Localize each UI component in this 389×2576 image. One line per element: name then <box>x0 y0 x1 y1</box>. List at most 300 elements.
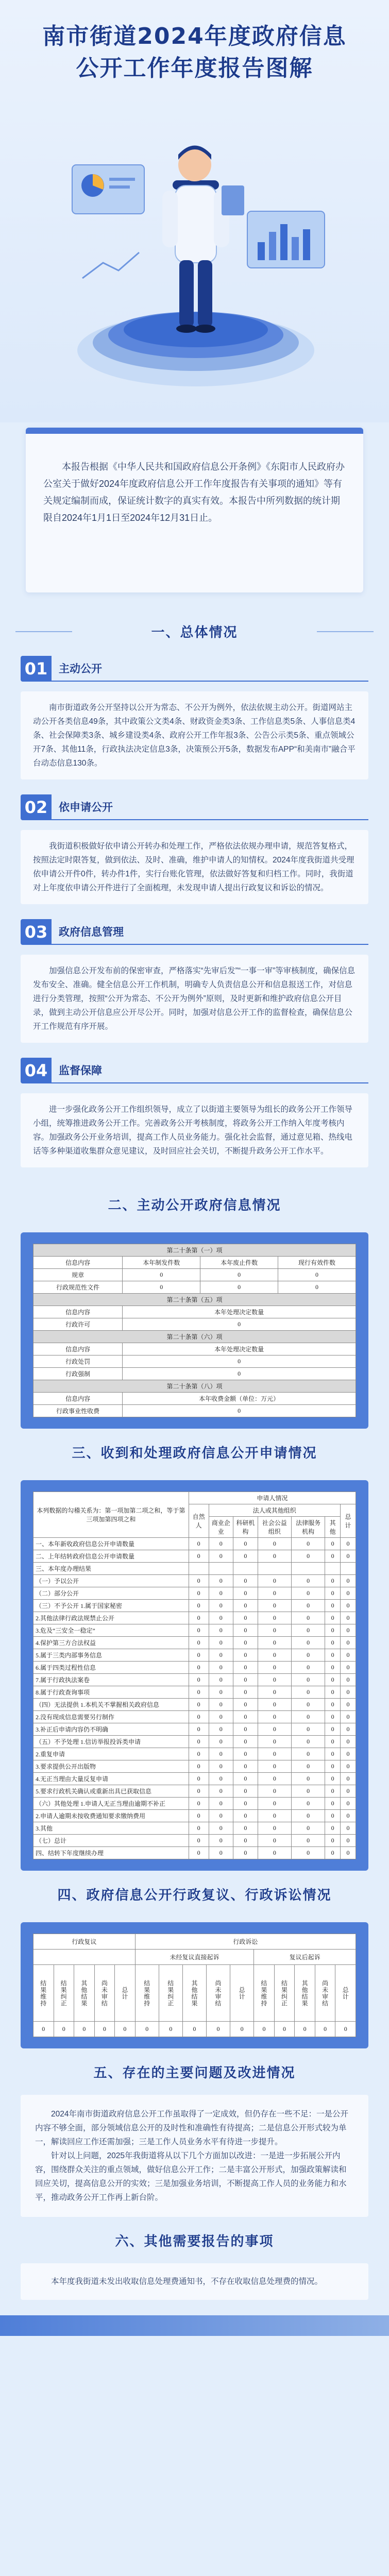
cell: 0 <box>189 1637 209 1649</box>
cell: 0 <box>291 1686 325 1699</box>
requests-table <box>33 1492 356 1859</box>
table-row <box>33 1612 356 1624</box>
cell: 0 <box>189 1736 209 1748</box>
table-row <box>33 1662 356 1674</box>
cell: 0 <box>209 1587 233 1600</box>
row-label: 四、结转下年度继续办理 <box>33 1847 189 1859</box>
row-label: 3.其他 <box>33 1822 189 1835</box>
review-litigation-table <box>33 1934 356 2037</box>
cell: 0 <box>258 1736 291 1748</box>
cell: 0 <box>233 1550 258 1563</box>
table-row <box>33 1686 356 1699</box>
cell: 0 <box>291 1723 325 1736</box>
cell: 0 <box>258 1575 291 1587</box>
col-header: 本年制发件数 <box>123 1257 200 1269</box>
row-label: 6.属于四类过程性信息 <box>33 1662 189 1674</box>
overview-number: 04 <box>21 1058 52 1083</box>
overview-item-request <box>21 793 368 904</box>
table-panel-active <box>21 1232 368 1429</box>
section-title: 四、政府信息公开行政复议、行政诉讼情况 <box>57 1887 332 1903</box>
cell: 0 <box>189 1686 209 1699</box>
table-row <box>33 1538 356 1550</box>
cell: 0 <box>291 1699 325 1711</box>
cell: 0 <box>291 1810 325 1822</box>
cell: 0 <box>233 1538 258 1550</box>
row-label: 二、上年结转政府信息公开申请数量 <box>33 1550 189 1563</box>
cell: 0 <box>291 1600 325 1612</box>
col-header: 未经复议直接起诉 <box>135 1950 254 1965</box>
cell: 0 <box>189 1575 209 1587</box>
overview-item-management <box>21 918 368 1043</box>
row-label: 3.危及“三安全一稳定” <box>33 1624 189 1637</box>
table-row <box>33 1798 356 1810</box>
cell: 0 <box>341 1723 356 1736</box>
table-row <box>33 1563 356 1575</box>
cell: 行政事业性收费 <box>33 1405 123 1417</box>
cell: 0 <box>315 2022 335 2037</box>
table-row <box>33 1773 356 1785</box>
cell: 0 <box>189 1538 209 1550</box>
cell: 0 <box>341 1550 356 1563</box>
cell: 0 <box>233 1798 258 1810</box>
cell: 0 <box>258 1600 291 1612</box>
cell: 0 <box>74 2022 95 2037</box>
cell: 0 <box>233 1674 258 1686</box>
cell: 0 <box>233 1575 258 1587</box>
improvements-paragraph: 针对以上问题，2025年我街道将从以下几个方面加以改进：一是进一步拓展公开内容，围绕群众关注的重点领域，做好信息公开工作；二是丰富公开形式，加强政策解读和回应关切，提高信息公开的实效；三是加强业务培训，不断提高工作人员的业务能力和水平，推动政务公开工作再上新台阶。 <box>35 2151 347 2202</box>
cell: 0 <box>233 1587 258 1600</box>
cell: 0 <box>325 1723 341 1736</box>
overview-item-active <box>21 654 368 779</box>
cell: 0 <box>291 1649 325 1662</box>
cell: 0 <box>233 1773 258 1785</box>
cell: 0 <box>325 1600 341 1612</box>
row-label: （六）其他处理 1.申请人无正当理由逾期不补正 <box>33 1798 189 1810</box>
overview-text: 南市街道政务公开坚持以公开为常态、不公开为例外，依法依规主动公开。街道网站主动公开各类信息49条，其中政策公文类4条、财政资金类3条、工作信息类5条、人事信息类4条、社会保障类3条、城乡建设类4条、政府公开工作年报3条、公告公示类5条、重点领域公开7条、其他11条，行政执法决定信息3条，决策预公开5条，数据发布APP“和美南市”融合平台动态信息130条。 <box>21 691 368 779</box>
cell: 0 <box>258 1785 291 1798</box>
cell: 行政处罚 <box>33 1355 123 1368</box>
title-line-1: 南市街道2024年度政府信息 <box>42 23 347 49</box>
cell: 0 <box>325 1587 341 1600</box>
cell: 0 <box>291 1785 325 1798</box>
cell <box>258 1563 291 1575</box>
cell: 0 <box>325 1575 341 1587</box>
cell: 0 <box>209 1711 233 1723</box>
cell: 0 <box>233 1736 258 1748</box>
cell: 0 <box>335 2022 356 2037</box>
col-header: 结果维持 <box>33 1965 54 2022</box>
table-row <box>33 1637 356 1649</box>
cell <box>189 1563 209 1575</box>
section-heading-review <box>0 1871 389 1917</box>
col-header: 尚未审结 <box>315 1965 335 2022</box>
cell: 0 <box>325 1773 341 1785</box>
section-heading-overview <box>0 608 389 654</box>
col-header: 其他结果 <box>182 1965 206 2022</box>
cell: 0 <box>123 1368 356 1380</box>
cell: 0 <box>189 1822 209 1835</box>
table-panel-requests <box>21 1480 368 1871</box>
cell: 0 <box>189 1587 209 1600</box>
cell: 0 <box>341 1662 356 1674</box>
row-label: （二）部分公开 <box>33 1587 189 1600</box>
cell: 0 <box>233 1711 258 1723</box>
cell: 0 <box>189 1674 209 1686</box>
cell: 0 <box>325 1612 341 1624</box>
section-title: 五、存在的主要问题及改进情况 <box>93 2065 296 2081</box>
row-label: （四）无法提供 1.本机关不掌握相关政府信息 <box>33 1699 189 1711</box>
col-header: 总计 <box>115 1965 136 2022</box>
table-row <box>33 1736 356 1748</box>
cell: 0 <box>325 1835 341 1847</box>
cell: 行政规范性文件 <box>33 1281 123 1294</box>
cell: 0 <box>233 1600 258 1612</box>
cell: 0 <box>341 1847 356 1859</box>
table-row <box>33 1587 356 1600</box>
cell: 0 <box>341 1773 356 1785</box>
block-title: 第二十条第（六）项 <box>33 1331 356 1343</box>
cell: 0 <box>182 2022 206 2037</box>
cell: 0 <box>291 1773 325 1785</box>
cell: 0 <box>189 1835 209 1847</box>
cell: 0 <box>291 1760 325 1773</box>
cell: 0 <box>209 1624 233 1637</box>
overview-number: 03 <box>21 919 52 945</box>
col-header: 本列数据的勾稽关系为：第一项加第二项之和，等于第三项加第四项之和 <box>33 1492 189 1538</box>
cell: 0 <box>206 2022 230 2037</box>
cell: 0 <box>189 1785 209 1798</box>
col-header: 总计 <box>335 1965 356 2022</box>
col-header: 现行有效件数 <box>278 1257 356 1269</box>
cell: 0 <box>341 1711 356 1723</box>
row-label: （三）不予公开 1.属于国家秘密 <box>33 1600 189 1612</box>
col-header: 行政复议 <box>33 1934 136 1950</box>
col-header: 总计 <box>341 1504 356 1538</box>
col-header: 法律服务机构 <box>291 1517 325 1538</box>
block-title: 第二十条第（一）项 <box>33 1244 356 1257</box>
cell: 0 <box>258 1538 291 1550</box>
cell: 0 <box>291 1575 325 1587</box>
col-header: 复议后起诉 <box>254 1950 356 1965</box>
cell: 0 <box>325 1624 341 1637</box>
intro-section <box>0 422 389 608</box>
cell: 0 <box>233 1624 258 1637</box>
cell: 0 <box>258 1810 291 1822</box>
row-label: 2.其他法律行政法规禁止公开 <box>33 1612 189 1624</box>
block-title: 第二十条第（五）项 <box>33 1294 356 1306</box>
cell: 0 <box>325 1686 341 1699</box>
cell: 0 <box>341 1538 356 1550</box>
row-label: 三、本年度办理结果 <box>33 1563 189 1575</box>
cell <box>209 1563 233 1575</box>
table-row <box>33 1674 356 1686</box>
cell: 0 <box>325 1736 341 1748</box>
cell: 0 <box>233 1760 258 1773</box>
row-label: 一、本年新收政府信息公开申请数量 <box>33 1538 189 1550</box>
cell: 0 <box>189 1624 209 1637</box>
col-header: 其他结果 <box>74 1965 95 2022</box>
col-header: 法人或其他组织 <box>209 1504 341 1517</box>
cell: 0 <box>189 1748 209 1760</box>
hero-banner <box>0 0 389 422</box>
cell: 0 <box>325 1760 341 1773</box>
cell: 0 <box>278 1281 356 1294</box>
overview-text: 我街道积极做好依申请公开转办和处理工作，严格依法依规办理申请，规范答复格式，按照法定时限答复，做到依法、及时、准确，维护申请人的知情权。2024年度我街道共受理依申请公开件0件，转办件1件，实行台账化管理，依法做好答复和归档工作。同时，我街道对上年度依申请公开件进行了全面梳理，未发现申请人提出行政复议和诉讼的情况。 <box>21 830 368 904</box>
cell: 0 <box>233 1723 258 1736</box>
overview-label: 监督保障 <box>52 1058 368 1083</box>
cell: 0 <box>123 1269 200 1281</box>
col-header: 社会公益组织 <box>258 1517 291 1538</box>
overview-label: 政府信息管理 <box>52 919 368 945</box>
cell: 0 <box>325 1810 341 1822</box>
section-title: 一、总体情况 <box>151 624 238 640</box>
cell: 0 <box>123 1355 356 1368</box>
cell: 0 <box>189 1600 209 1612</box>
cell: 0 <box>115 2022 136 2037</box>
cell: 0 <box>189 1662 209 1674</box>
cell: 0 <box>189 1847 209 1859</box>
cell: 0 <box>209 1748 233 1760</box>
col-header: 行政诉讼 <box>135 1934 356 1950</box>
cell: 0 <box>291 1674 325 1686</box>
cell <box>341 1563 356 1575</box>
table-row <box>33 1822 356 1835</box>
section-title: 三、收到和处理政府信息公开申请情况 <box>72 1445 317 1461</box>
cell: 0 <box>230 2022 254 2037</box>
cell: 0 <box>325 1785 341 1798</box>
cell: 0 <box>209 1550 233 1563</box>
problems-section <box>0 2095 389 2217</box>
cell: 0 <box>341 1587 356 1600</box>
cell: 0 <box>33 2022 54 2037</box>
table-row <box>33 1699 356 1711</box>
cell: 0 <box>258 1699 291 1711</box>
cell: 0 <box>209 1600 233 1612</box>
intro-card <box>26 428 363 592</box>
cell: 0 <box>123 1318 356 1331</box>
cell: 0 <box>341 1785 356 1798</box>
cell: 0 <box>233 1649 258 1662</box>
row-label: 7.属于行政执法案卷 <box>33 1674 189 1686</box>
overview-text: 加强信息公开发布前的保密审查，严格落实“先审后发”“一事一审”等审核制度，确保信息发布安全、准确。健全信息公开工作机制，明确专人负责信息公开和信息报送工作，对信息进行分类管理，按照“公开为常态、不公开为例外”原则，及时更新和维护政府信息公开目录，做到主动公开信息应公开尽公开。同时，加强对信息公开工作的监督检查，确保信息公开工作规范有序开展。 <box>21 955 368 1043</box>
table-row <box>33 1835 356 1847</box>
row-label: 5.要求行政机关确认或重新出具已获取信息 <box>33 1785 189 1798</box>
hero-illustration <box>62 108 330 397</box>
table-row <box>33 1550 356 1563</box>
cell: 0 <box>291 1822 325 1835</box>
cell: 0 <box>189 1723 209 1736</box>
col-header: 本年处理决定数量 <box>123 1306 356 1318</box>
col-header: 其他结果 <box>295 1965 315 2022</box>
overview-text: 进一步强化政务公开工作组织领导，成立了以街道主要领导为组长的政务公开工作领导小组，统筹推进政务公开工作。完善政务公开考核制度，将政务公开工作纳入年度考核内容。加强政务公开业务培训，提高工作人员业务能力。强化社会监督，通过意见箱、热线电话等多种渠道收集群众意见建议，及时回应社会关切，不断提升政务公开工作水平。 <box>21 1093 368 1167</box>
col-header: 结果维持 <box>254 1965 275 2022</box>
cell: 0 <box>233 1686 258 1699</box>
cell: 0 <box>209 1736 233 1748</box>
cell: 0 <box>291 1711 325 1723</box>
cell: 0 <box>233 1699 258 1711</box>
overview-label: 主动公开 <box>52 656 368 682</box>
cell: 0 <box>258 1612 291 1624</box>
cell: 0 <box>258 1723 291 1736</box>
cell <box>325 1563 341 1575</box>
title-line-2: 公开工作年度报告图解 <box>76 55 313 81</box>
row-label: 3.补正后申请内容仍不明确 <box>33 1723 189 1736</box>
cell: 0 <box>325 1699 341 1711</box>
cell: 0 <box>54 2022 74 2037</box>
cell: 0 <box>209 1810 233 1822</box>
cell: 0 <box>189 1649 209 1662</box>
cell: 行政强制 <box>33 1368 123 1380</box>
row-label: 3.要求提供公开出版物 <box>33 1760 189 1773</box>
table-row <box>33 1760 356 1773</box>
cell: 0 <box>258 1624 291 1637</box>
cell: 0 <box>258 1835 291 1847</box>
col-header: 信息内容 <box>33 1306 123 1318</box>
overview-item-supervision <box>21 1056 368 1167</box>
intro-text: 本报告根据《中华人民共和国政府信息公开条例》《东阳市人民政府办公室关于做好2024年度政府信息公开工作年度报告有关事项的通知》等有关规定编制而成，保证统计数字的真实有效。本报告中所列数据的统计期限自2024年1月1日至2024年12月31日止。 <box>43 462 345 523</box>
cell <box>233 1563 258 1575</box>
col-header: 本年处理决定数量 <box>123 1343 356 1355</box>
cell: 0 <box>325 1847 341 1859</box>
section-heading-active-disclosure <box>0 1181 389 1227</box>
cell: 0 <box>291 1847 325 1859</box>
section-heading-problems <box>0 2048 389 2095</box>
overview-number: 01 <box>21 656 52 682</box>
cell: 0 <box>209 1822 233 1835</box>
cell: 0 <box>209 1538 233 1550</box>
cell: 规章 <box>33 1269 123 1281</box>
cell: 0 <box>258 1760 291 1773</box>
cell: 0 <box>341 1810 356 1822</box>
col-header: 结果纠正 <box>274 1965 295 2022</box>
cell: 0 <box>209 1575 233 1587</box>
cell: 0 <box>291 1662 325 1674</box>
cell: 0 <box>341 1600 356 1612</box>
cell: 0 <box>291 1798 325 1810</box>
table-row <box>33 1810 356 1822</box>
row-label: （一）予以公开 <box>33 1575 189 1587</box>
row-label: 4.保护第三方合法权益 <box>33 1637 189 1649</box>
cell: 0 <box>209 1699 233 1711</box>
col-header: 结果维持 <box>135 1965 159 2022</box>
table-row <box>33 1723 356 1736</box>
cell: 0 <box>123 1405 356 1417</box>
cell: 0 <box>258 1637 291 1649</box>
overview-label: 依申请公开 <box>52 794 368 820</box>
cell: 0 <box>341 1760 356 1773</box>
col-header: 申请人情况 <box>189 1492 356 1504</box>
overview-list <box>0 654 389 1167</box>
cell: 0 <box>278 1269 356 1281</box>
cell: 0 <box>209 1785 233 1798</box>
cell: 0 <box>325 1798 341 1810</box>
cell: 0 <box>258 1686 291 1699</box>
cell: 0 <box>233 1785 258 1798</box>
cell: 0 <box>291 1637 325 1649</box>
cell: 0 <box>209 1723 233 1736</box>
table-row <box>33 1600 356 1612</box>
col-header: 自然人 <box>189 1504 209 1538</box>
cell: 0 <box>209 1662 233 1674</box>
cell: 0 <box>341 1674 356 1686</box>
cell: 0 <box>200 1269 278 1281</box>
cell: 0 <box>325 1822 341 1835</box>
cell: 0 <box>209 1835 233 1847</box>
cell: 0 <box>233 1835 258 1847</box>
cell: 0 <box>291 1538 325 1550</box>
cell: 0 <box>325 1662 341 1674</box>
table-row <box>33 1624 356 1637</box>
section-heading-other <box>0 2217 389 2263</box>
section-title: 六、其他需要报告的事项 <box>115 2233 274 2249</box>
cell: 0 <box>258 1711 291 1723</box>
cell: 0 <box>159 2022 182 2037</box>
cell: 0 <box>209 1686 233 1699</box>
cell <box>291 1563 325 1575</box>
table-row <box>33 1575 356 1587</box>
col-header: 其他 <box>325 1517 341 1538</box>
cell: 0 <box>258 1798 291 1810</box>
cell: 0 <box>341 1748 356 1760</box>
cell: 0 <box>94 2022 115 2037</box>
table-panel-review <box>21 1922 368 2048</box>
cell: 0 <box>189 1798 209 1810</box>
col-header: 本年废止件数 <box>200 1257 278 1269</box>
cell: 0 <box>341 1624 356 1637</box>
cell: 0 <box>189 1810 209 1822</box>
cell: 0 <box>341 1822 356 1835</box>
cell: 0 <box>291 1612 325 1624</box>
cell: 0 <box>291 1748 325 1760</box>
problems-paragraph: 2024年南市街道政府信息公开工作虽取得了一定成效，但仍存在一些不足：一是公开内容不够全面，部分领域信息公开的及时性和准确性有待提高；二是信息公开形式较为单一，解读回应工作还需加强；三是工作人员业务水平有待进一步提升。 <box>35 2110 348 2146</box>
cell: 0 <box>341 1575 356 1587</box>
table-row <box>33 1649 356 1662</box>
cell: 0 <box>258 1674 291 1686</box>
cell: 0 <box>291 1587 325 1600</box>
cell: 0 <box>258 1748 291 1760</box>
cell: 0 <box>209 1612 233 1624</box>
cell: 0 <box>258 1587 291 1600</box>
cell: 0 <box>189 1711 209 1723</box>
cell: 0 <box>189 1699 209 1711</box>
col-header: 尚未审结 <box>206 1965 230 2022</box>
cell: 0 <box>209 1637 233 1649</box>
cell: 0 <box>233 1810 258 1822</box>
col-header: 本年收费金额（单位：万元） <box>123 1393 356 1405</box>
row-label: （七）总计 <box>33 1835 189 1847</box>
row-label: （五）不予处理 1.信访举报投诉类申请 <box>33 1736 189 1748</box>
cell: 0 <box>325 1674 341 1686</box>
cell: 0 <box>233 1748 258 1760</box>
col-header: 信息内容 <box>33 1393 123 1405</box>
table-row <box>33 1847 356 1859</box>
cell: 0 <box>341 1612 356 1624</box>
cell: 0 <box>233 1637 258 1649</box>
row-label: 5.属于三类内部事务信息 <box>33 1649 189 1662</box>
cell: 0 <box>123 1281 200 1294</box>
table-row <box>33 1785 356 1798</box>
footer-bar <box>0 2315 389 2336</box>
cell: 0 <box>341 1798 356 1810</box>
cell: 0 <box>189 1773 209 1785</box>
cell: 0 <box>341 1699 356 1711</box>
cell: 0 <box>200 1281 278 1294</box>
block-title: 第二十条第（八）项 <box>33 1380 356 1393</box>
cell: 0 <box>291 1835 325 1847</box>
cell: 0 <box>258 1649 291 1662</box>
cell: 0 <box>209 1773 233 1785</box>
cell: 0 <box>325 1711 341 1723</box>
